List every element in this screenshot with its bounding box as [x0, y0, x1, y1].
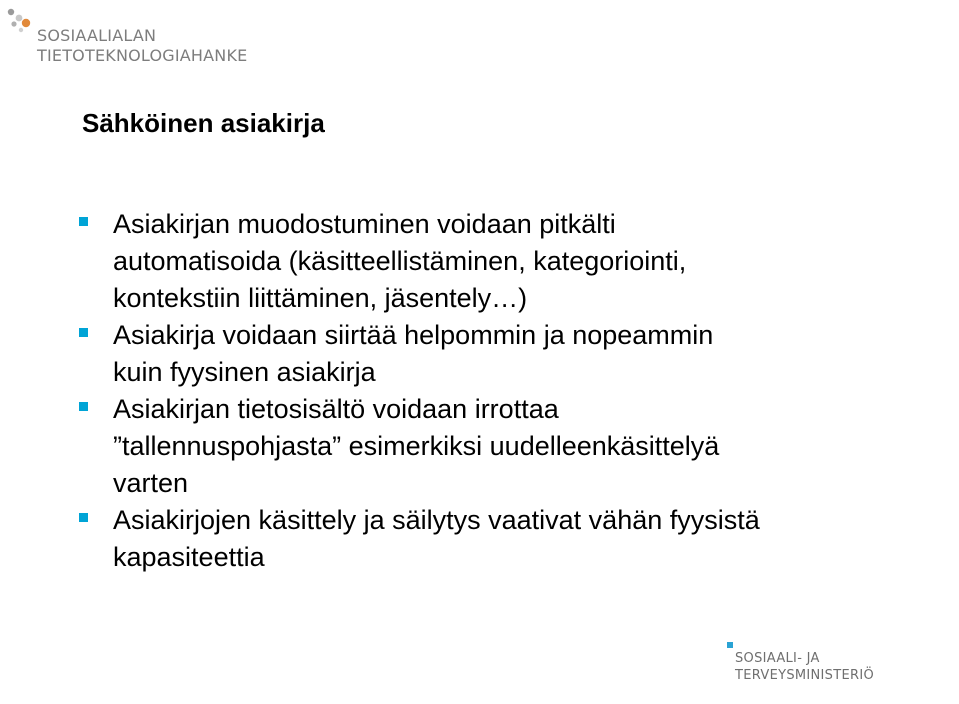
project-logo-line1: SOSIAALIALAN [37, 26, 157, 45]
bullet-line: Asiakirjojen käsittely ja säilytys vaativat vähän fyysistä [113, 505, 760, 535]
slide-title: Sähköinen asiakirja [82, 108, 325, 138]
bullet-list [79, 206, 919, 576]
bullet-item [79, 502, 919, 576]
square-bullet-icon [79, 217, 88, 226]
square-bullet-icon [79, 328, 88, 337]
bullet-text [113, 317, 919, 391]
square-bullet-icon [79, 513, 88, 522]
logo-dots-icon [6, 6, 40, 46]
bullet-item [79, 206, 919, 317]
project-logo [0, 0, 260, 70]
bullet-line: Asiakirja voidaan siirtää helpommin ja nopeammin [113, 320, 714, 350]
bullet-line: automatisoida (käsitteellistäminen, kategoriointi, [113, 246, 687, 276]
bullet-line: Asiakirjan tietosisältö voidaan irrottaa [113, 394, 559, 424]
square-bullet-icon [79, 402, 88, 411]
ministry-logo [727, 640, 927, 690]
bullet-text [113, 206, 919, 317]
bullet-line: Asiakirjan muodostuminen voidaan pitkälti [113, 209, 616, 239]
project-logo-line2: TIETOTEKNOLOGIAHANKE [37, 46, 248, 65]
bullet-line: kuin fyysinen asiakirja [113, 357, 376, 387]
bullet-line: kontekstiin liittäminen, jäsentely…) [113, 283, 528, 313]
ministry-logo-mark-icon [727, 642, 733, 648]
bullet-line: kapasiteettia [113, 542, 265, 572]
ministry-logo-line1: SOSIAALI- JA [735, 651, 820, 666]
ministry-logo-line2: TERVEYSMINISTERIÖ [735, 668, 874, 683]
ministry-logo-text [735, 650, 874, 684]
bullet-item [79, 317, 919, 391]
project-logo-text [37, 26, 247, 66]
bullet-line: varten [113, 468, 189, 498]
bullet-text [113, 391, 919, 502]
bullet-line: ”tallennuspohjasta” esimerkiksi uudelleenkäsittelyä [113, 431, 720, 461]
bullet-text [113, 502, 919, 576]
bullet-item [79, 391, 919, 502]
